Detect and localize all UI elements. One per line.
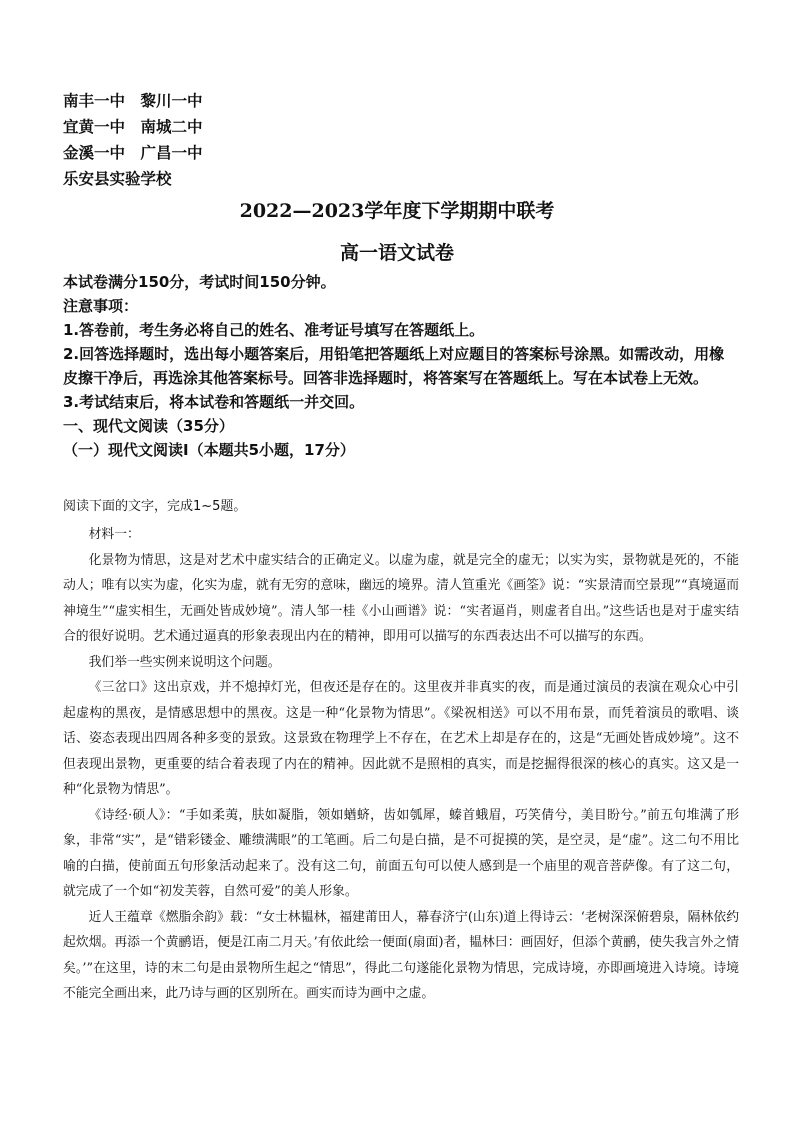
passage-paragraph: 《三岔口》这出京戏，并不熄掉灯光，但夜还是存在的。这里夜并非真实的夜，而是通过演员的表演在观众心中引起虚构的黑夜，是情感思想中的黑夜。这是一种“化景物为情思”。《梁祝相送》可以不用布景，而凭着演员的歌唱、谈话、姿态表现出四周各种多变的景致。这景致在物理学上不存在，在艺术上却是存在的，这是“无画处皆成妙境”。这不但表现出景物，更重要的结合着表现了内在的精神。因此就不是照相的真实，而是挖掘得很深的核心的真实。这又是一种“化景物为情思”。 [63,680,739,797]
note-item-1: 1.答卷前，考生务必将自己的姓名、准考证号填写在答题纸上。 [63,321,485,339]
exam-title: 2022—2023学年度下学期期中联考 [239,200,555,222]
score-time-note: 本试卷满分150分，考试时间150分钟。 [63,273,336,291]
school-line: 乐安县实验学校 [63,170,172,188]
passage-paragraph: 化景物为情思，这是对艺术中虚实结合的正确定义。以虚为虚，就是完全的虚无；以实为实，景物就是死的，不能动人；唯有以实为虚，化实为虚，就有无穷的意味，幽远的境界。清人笪重光《画筌》说：“实景清而空景现”“真境逼而神境生”“虚实相生，无画处皆成妙境”。清人邹一桂《小山画谱》说：“实者逼肖，则虚者自出。”这些话也是对于虚实结合的很好说明。艺术通过逼真的形象表现出内在的精神，即用可以描写的东西表达出不可以描写的东西。 [63,552,739,644]
subsection-heading: （一）现代文阅读Ⅰ（本题共5小题，17分） [63,441,355,459]
school-list [63,88,203,192]
reading-passage [63,522,739,1007]
passage-paragraph: 我们举一些实例来说明这个问题。 [88,654,281,670]
material-label: 材料一： [88,527,140,542]
note-item-2: 2.回答选择题时，选出每小题答案后，用铅笔把答题纸上对应题目的答案标号涂黑。如需改动，用橡皮擦干净后，再选涂其他答案标号。回答非选择题时，将答案写在答题纸上。写在本试卷上无效。 [63,345,725,387]
school-line: 金溪一中 广昌一中 [63,144,203,162]
exam-subtitle: 高一语文试卷 [339,242,454,264]
notes-heading: 注意事项： [63,297,139,315]
passage-paragraph: 《诗经·硕人》：“手如柔荑，肤如凝脂，领如蝤蛴，齿如瓠犀，螓首蛾眉，巧笑倩兮，美目盼兮。”前五句堆满了形象，非常“实”，是“错彩镂金、雕缋满眼”的工笔画。后二句是白描，是不可捉摸的笑，是空灵，是“虚”。这二句不用比喻的白描，使前面五句形象活动起来了。没有这二句，前面五句可以使人感到是一个庙里的观音菩萨像。有了这二句，就完成了一个如“初发芙蓉，自然可爱”的美人形象。 [63,807,739,899]
school-line: 南丰一中 黎川一中 [63,92,203,110]
school-line: 宜黄一中 南城二中 [63,118,203,136]
section-heading: 一、现代文阅读（35分） [63,417,234,435]
passage-paragraph: 近人王蕴章《燃脂余韵》载：“女士林韫林，福建莆田人，幕春济宁(山东)道上得诗云：‘老树深深俯碧泉，隔林依约起炊烟。再添一个黄鹂语，便是江南二月天。’有依此绘一便面(扇面)者，韫林曰：画固好，但添个黄鹂，使失我言外之情矣。’”在这里，诗的末二句是由景物所生起之“情思”，得此二句遂能化景物为情思，完成诗境，亦即画境进入诗境。诗境不能完全画出来，此乃诗与画的区别所在。画实而诗为画中之虚。 [63,909,739,1001]
note-item-3: 3.考试结束后，将本试卷和答题纸一并交回。 [63,393,365,411]
exam-notes [63,270,739,462]
reading-instruction: 阅读下面的文字，完成1~5题。 [63,499,247,514]
